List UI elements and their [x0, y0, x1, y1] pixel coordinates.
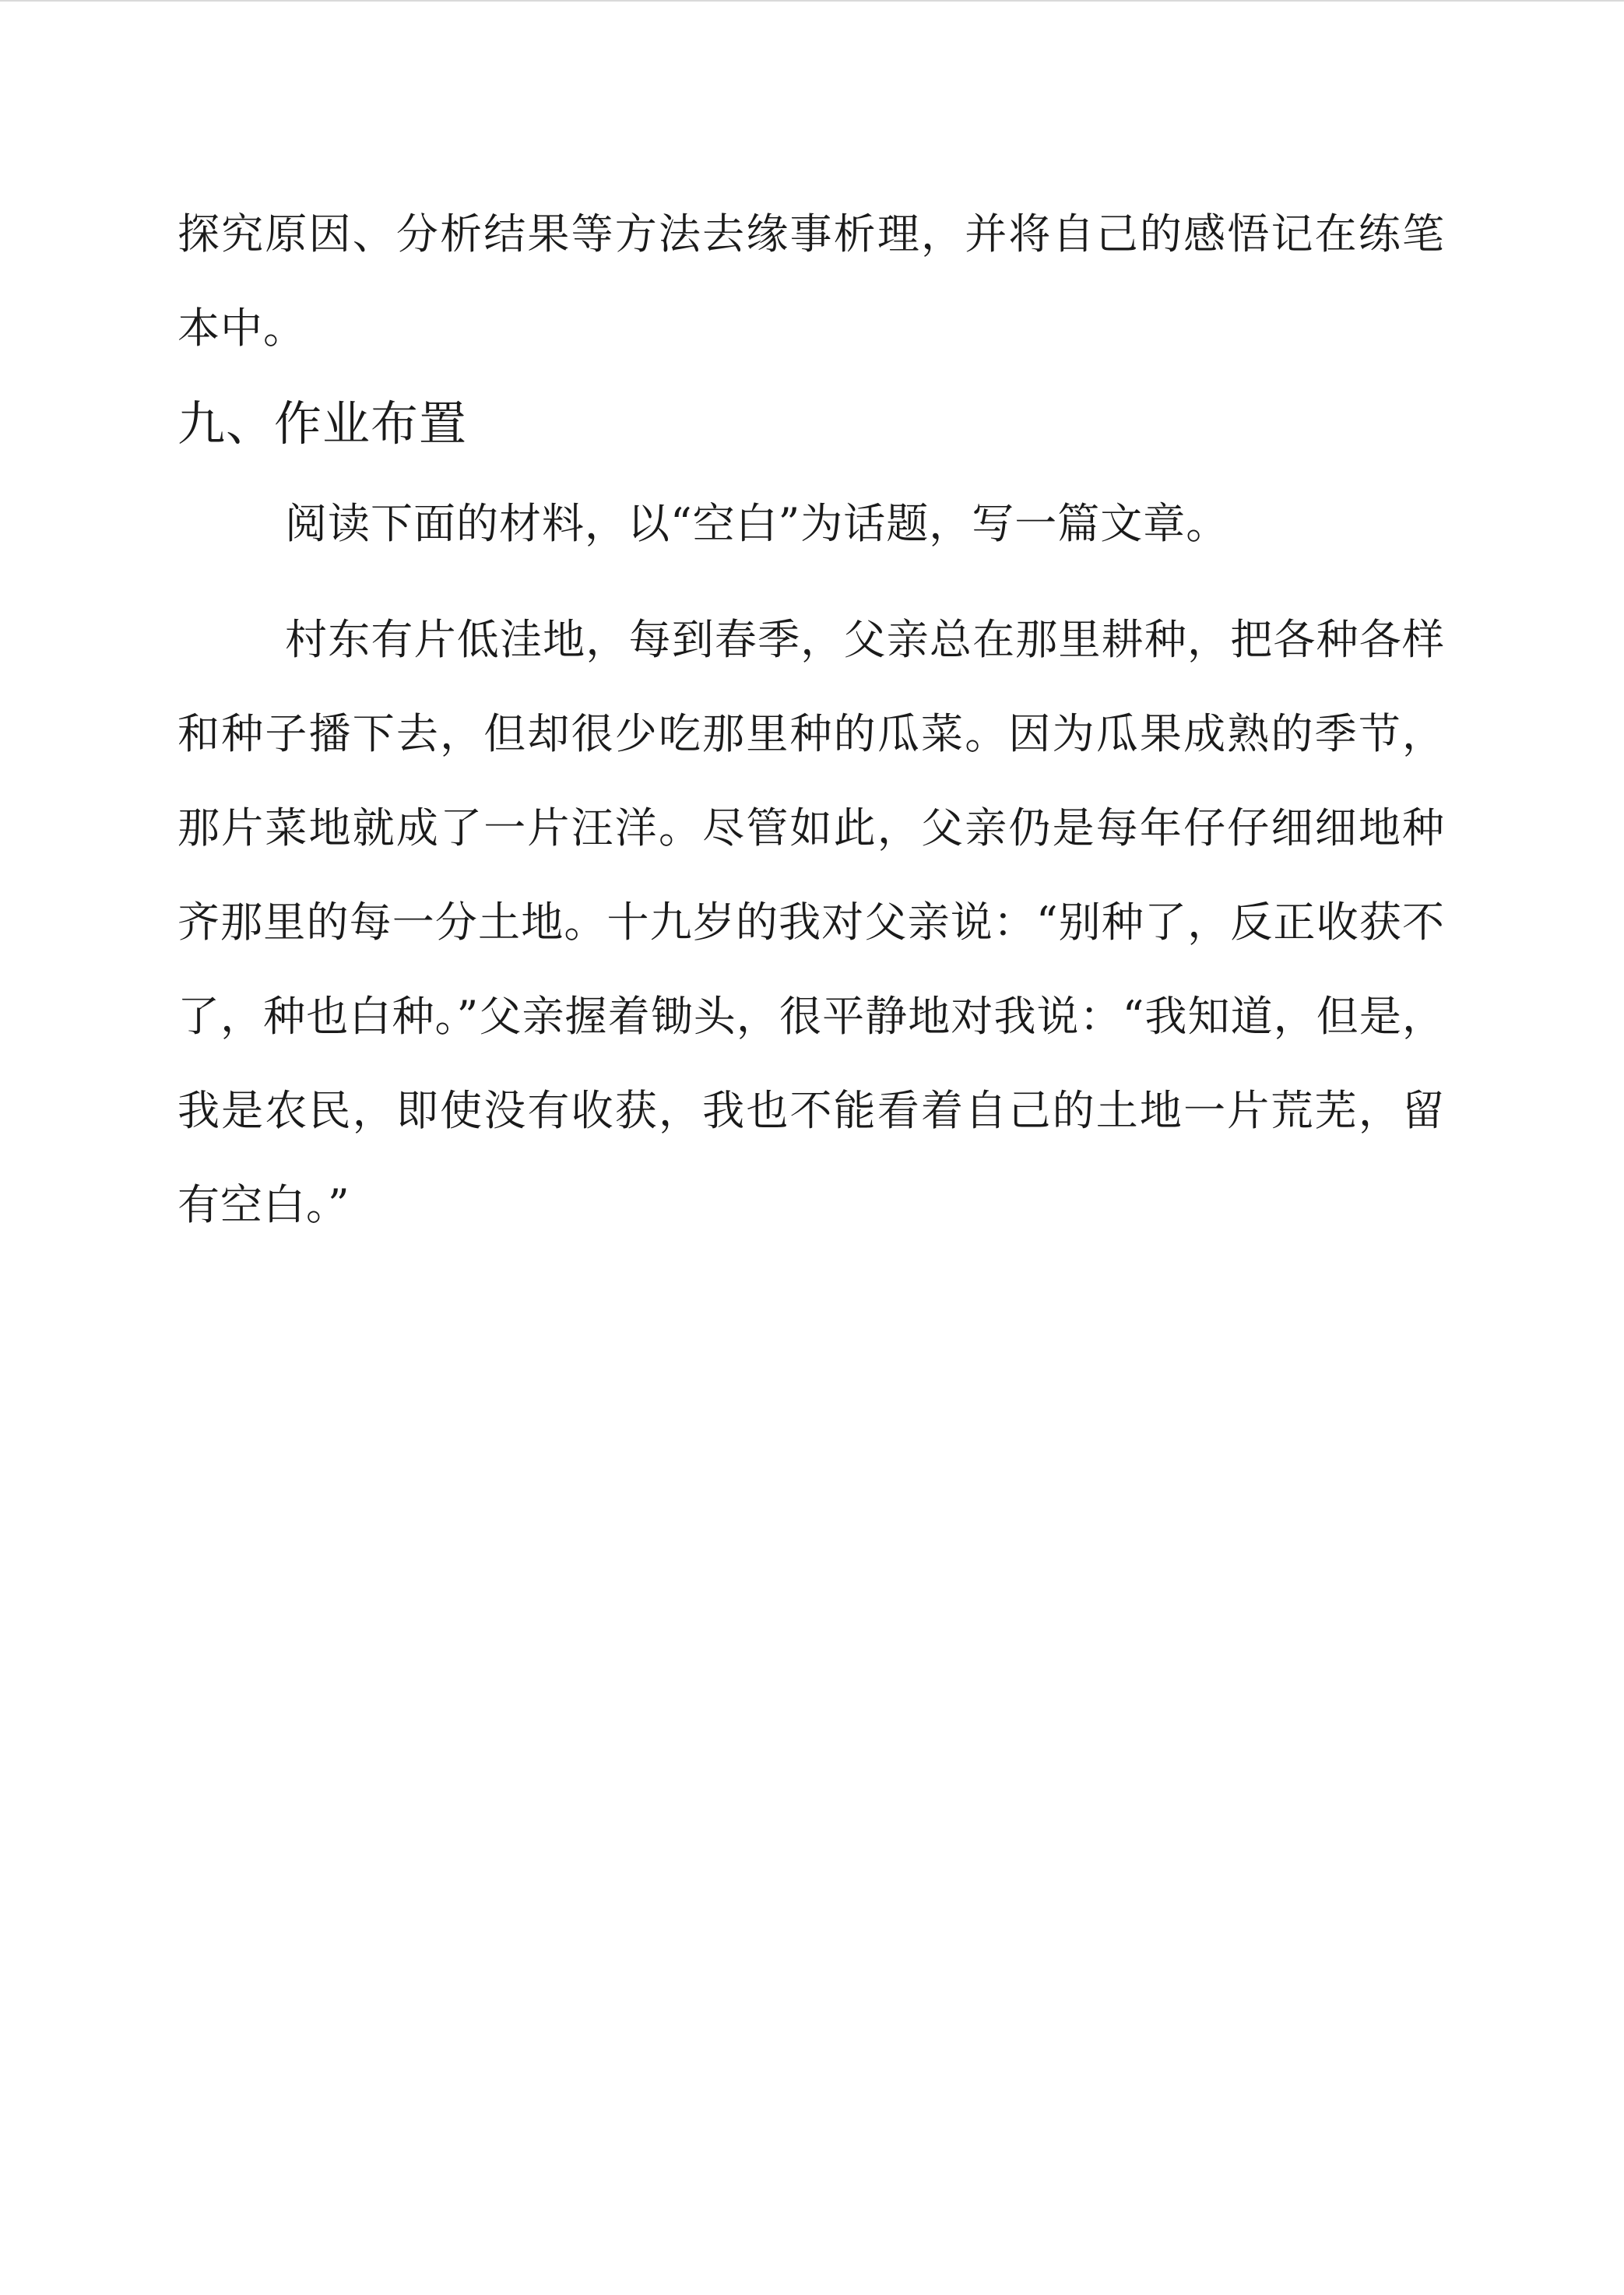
page-top-border [0, 0, 1624, 2]
continuation-paragraph: 探究原因、分析结果等方法去缘事析理，并将自己的感悟记在练笔本中。 [178, 209, 1445, 353]
section-heading: 九、作业布置 [178, 396, 468, 452]
assignment-paragraph: 阅读下面的材料，以“空白”为话题，写一篇文章。 [285, 499, 1229, 548]
story-paragraph: 村东有片低洼地，每到春季，父亲总在那里耕种，把各种各样和种子播下去，但却很少吃那里种的瓜菜。因为瓜果成熟的季节，那片菜地就成了一片汪洋。尽管如此，父亲仍是每年仔仔细细地种齐那里的每一分土地。十九岁的我对父亲说：“别种了，反正收获不了，种也白种。”父亲握着锄头，很平静地对我说：“我知道，但是，我是农民，即使没有收获，我也不能看着自己的土地一片荒芜，留有空白。” [178, 615, 1445, 1229]
paragraph-spacer [178, 571, 1445, 592]
document-body [178, 187, 1445, 1252]
